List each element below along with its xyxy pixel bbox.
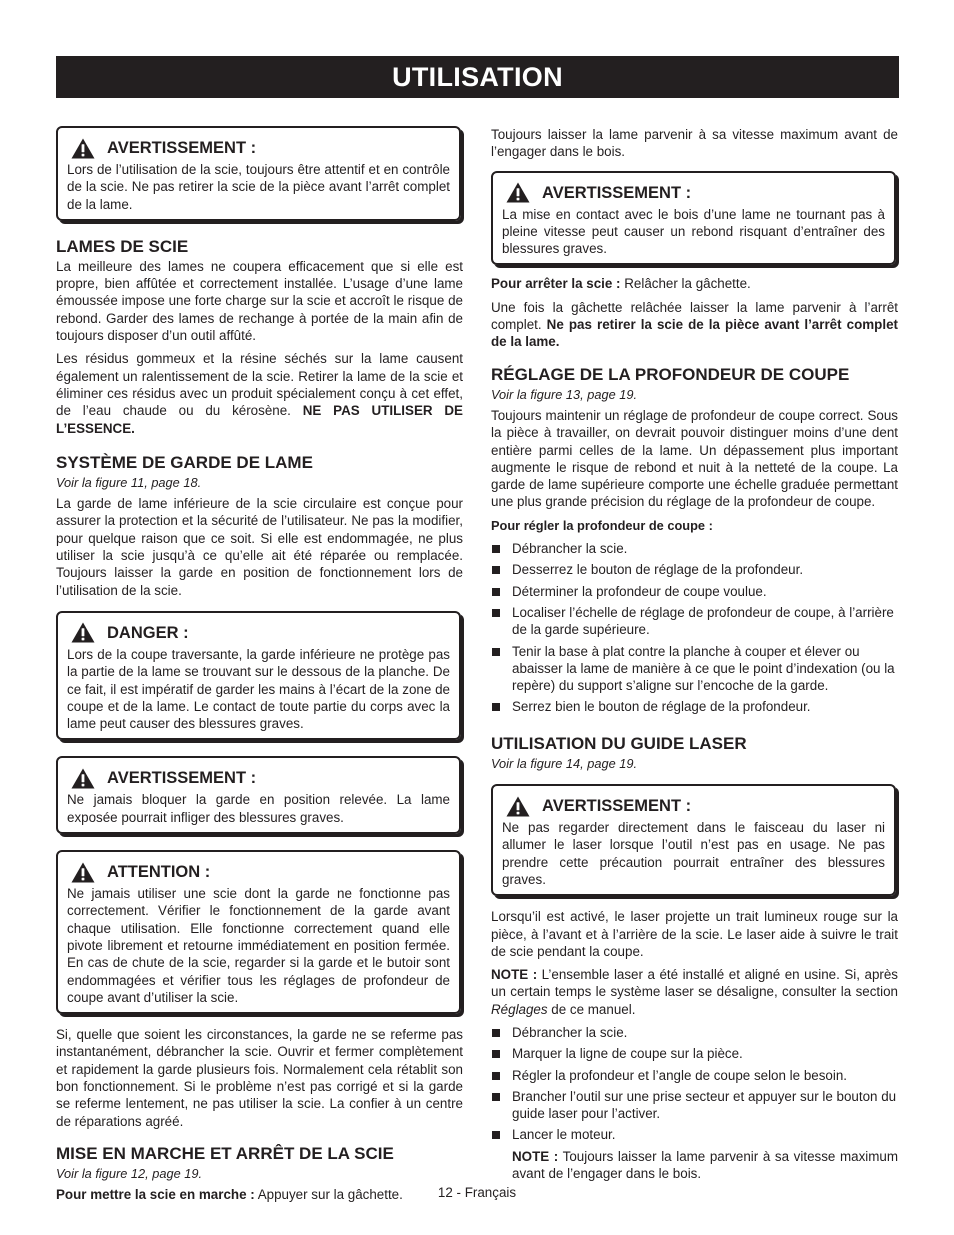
figure-reference: Voir la figure 11, page 18. (56, 474, 202, 490)
danger-title: DANGER : (107, 623, 189, 642)
warning-text: Ne pas regarder directement dans le faisceau du laser ni allumer le laser lorsque l’outil n’est pas en usage. Ne pas prendre cette précaution pourrait entraîner des blessures graves. (502, 820, 885, 887)
paragraph-garde-2: Si, quelle que soient les circonstances, la garde ne se referme pas instantanément, débrancher la scie. Ouvrir et fermer complètement et rapidement la garde plusieurs fois. Normalement cela rétablit son bon fonctionnement. Si le problème n’est pas corrigé et si la garde se referme lentement, ne pas utiliser la scie. La confier à un centre de réparations agréé. (56, 1027, 463, 1129)
warning-box-operation (56, 126, 461, 221)
list-item: Débrancher la scie. (491, 540, 898, 557)
paragraph-marche: Pour mettre la scie en marche : Appuyer sur la gâchette. (56, 1187, 403, 1203)
warning-triangle-icon (71, 622, 95, 643)
warning-text: Ne jamais bloquer la garde en position relevée. La lame exposée pourrait infliger des blessures graves. (67, 792, 450, 825)
section-heading-laser: UTILISATION DU GUIDE LASER (491, 733, 747, 753)
paragraph-laser: Lorsqu’il est activé, le laser projette un trait lumineux rouge sur la pièce, à l’avant et à l’arrière de la scie. Le laser aide à suivre le trait de scie pendant la coupe. (491, 909, 898, 959)
list-item: Desserrez le bouton de réglage de la profondeur. (491, 561, 898, 578)
figure-reference: Voir la figure 12, page 19. (56, 1165, 203, 1181)
bold-text: Ne pas retirer la scie de la pièce avant l’arrêt complet de la lame. (491, 317, 898, 350)
list-item: Serrez bien le bouton de réglage de la profondeur. (491, 698, 898, 715)
bold-text: NE PAS UTILISER DE L’ESSENCE. (56, 403, 463, 436)
list-profondeur (491, 540, 898, 716)
list-item: Régler la profondeur et l’angle de coupe selon le besoin. (491, 1067, 898, 1084)
attention-heading (67, 861, 450, 883)
warning-heading (67, 137, 450, 159)
page-footer (0, 1185, 954, 1203)
right-column (491, 126, 898, 1182)
page-number: 12 - Français (437, 1185, 517, 1200)
figure-reference: Voir la figure 13, page 19. (491, 386, 638, 402)
warning-triangle-icon (506, 182, 530, 203)
section-heading-lames: LAMES DE SCIE (56, 236, 189, 256)
paragraph-laser-note: NOTE : L’ensemble laser a été installé et aligné en usine. Si, après un certain temps le système laser se désaligne, consulter la section Réglages de ce manuel. (491, 967, 898, 1017)
danger-box (56, 611, 461, 740)
section-heading-garde: SYSTÈME DE GARDE DE LAME (56, 452, 313, 472)
list-item: Marquer la ligne de coupe sur la pièce. (491, 1045, 898, 1062)
attention-box (56, 850, 461, 1014)
list-laser (491, 1024, 898, 1144)
paragraph-garde-1: La garde de lame inférieure de la scie circulaire est conçue pour assurer la protection et la sécurité de l’utilisateur. Ne pas la modifier, pour quelque raison que ce soit. Si elle est endommagée, ne plus utiliser la scie jusqu’à ce qu’elle ait été réparée ou remplacée. Toujours laisser la garde en position de fonctionnement lors de l’utilisation de la scie. (56, 496, 463, 598)
attention-title: ATTENTION : (107, 863, 211, 882)
warning-heading (67, 767, 450, 789)
section-heading-marche: MISE EN MARCHE ET ARRÊT DE LA SCIE (56, 1143, 394, 1163)
warning-triangle-icon (71, 862, 95, 883)
warning-triangle-icon (506, 796, 530, 817)
warning-box-laser (491, 784, 896, 896)
warning-box-speed (491, 171, 896, 266)
page-title-banner (56, 56, 899, 98)
list-item: Brancher l’outil sur une prise secteur et appuyer sur le bouton du guide laser pour l’activer. (491, 1088, 898, 1123)
paragraph-profondeur: Toujours maintenir un réglage de profondeur de coupe correct. Sous la pièce à travailler, on devrait pouvoir distinguer moins d’une dent entière parmi celles de la lame. Un dépassement plus important augmente le risque de rebond et nuit à la netteté de la coupe. La garde de lame supérieure comporte une échelle graduée permettant une plus grande précision du réglage de la profondeur de coupe. (491, 407, 898, 510)
attention-text: Ne jamais utiliser une scie dont la garde ne fonctionne pas correctement. Vérifier le fonctionnement de la garde avant chaque utilisation. Elle fonctionne correctement quand elle pivote librement et retourne immédiatement en position fermée. En cas de chute de la scie, regarder si la garde et le butoir sont endommagées et vérifier tous les réglages de profondeur de coupe avant d’utiliser la scie. (67, 886, 450, 1005)
note-label: NOTE : (512, 1148, 559, 1164)
paragraph-lames-2: Les résidus gommeux et la résine séchés sur la lame causent également un ralentissement de la scie. Retirer la lame de la scie et éliminer ces résidus avec un produit spécialement conçu à cet effet, de l’eau chaude ou du kérosène. NE PAS UTILISER DE L’ESSENCE. (56, 351, 463, 436)
section-heading-profondeur: RÉGLAGE DE LA PROFONDEUR DE COUPE (491, 364, 850, 384)
warning-triangle-icon (71, 768, 95, 789)
danger-text: Lors de la coupe traversante, la garde inférieure ne protège pas la partie de la lame se trouvant sur le dessous de la planche. De ce fait, il est impératif de garder les mains à l’écart de la zone de coupe et de la lame. Le contact de toute partie du corps avec la lame peut causer des blessures graves. (67, 646, 450, 732)
list-item: Débrancher la scie. (491, 1024, 898, 1041)
page-title: UTILISATION (392, 62, 563, 92)
paragraph-lames-1: La meilleure des lames ne coupera efficacement que si elle est propre, bien affûtée et correctement installée. L’usage d’une lame émoussée impose une forte charge sur la scie et accroît le risque de rebond. Garder des lames de rechange à portée de la main afin de toujours disposer d’un outil affûté. (56, 258, 463, 344)
list-item: Lancer le moteur. (491, 1126, 898, 1143)
warning-heading (502, 182, 885, 204)
danger-heading (67, 622, 450, 644)
warning-title: AVERTISSEMENT : (542, 797, 692, 816)
list-item: Tenir la base à plat contre la planche à couper et élever ou abaisser la lame de manière à ce que le point d’indexation (ou la repère) du support s’aligne sur l’encoche de la garde. (491, 643, 898, 695)
note-label: NOTE : (491, 967, 538, 983)
bold-text: Pour arrêter la scie : (491, 276, 621, 292)
subheading-profondeur: Pour régler la profondeur de coupe : (491, 517, 713, 533)
left-column (56, 126, 463, 1209)
warning-title: AVERTISSEMENT : (542, 183, 692, 202)
list-item: Localiser l’échelle de réglage de profondeur de coupe, à l’arrière de la garde supérieure. (491, 604, 898, 639)
paragraph-laser-note-2: NOTE : Toujours laisser la lame parvenir à sa vitesse maximum avant de l’engager dans le bois. (512, 1148, 898, 1182)
warning-text: Lors de l’utilisation de la scie, toujours être attentif et en contrôle de la scie. Ne pas retirer la scie de la pièce avant l’arrêt complet de la lame. (67, 162, 450, 212)
warning-title: AVERTISSEMENT : (107, 769, 257, 788)
figure-reference: Voir la figure 14, page 19. (491, 755, 638, 771)
warning-heading (502, 795, 885, 817)
paragraph-fois: Une fois la gâchette relâchée laisser la lame parvenir à l’arrêt complet. Ne pas retirer la scie de la pièce avant l’arrêt complet de la lame. (491, 299, 898, 350)
warning-box-guard (56, 756, 461, 834)
warning-triangle-icon (71, 138, 95, 159)
italic-text: Réglages (491, 1001, 548, 1017)
list-item: Déterminer la profondeur de coupe voulue. (491, 583, 898, 600)
warning-text: La mise en contact avec le bois d’une lame ne tournant pas à pleine vitesse peut causer un rebond risquant d’entraîner des blessures graves. (502, 206, 885, 257)
paragraph-arret: Pour arrêter la scie : Relâcher la gâchette. (491, 276, 751, 292)
warning-title: AVERTISSEMENT : (107, 139, 257, 157)
bold-text: Pour mettre la scie en marche : (56, 1187, 255, 1203)
paragraph-top: Toujours laisser la lame parvenir à sa vitesse maximum avant de l’engager dans le bois. (491, 127, 898, 160)
